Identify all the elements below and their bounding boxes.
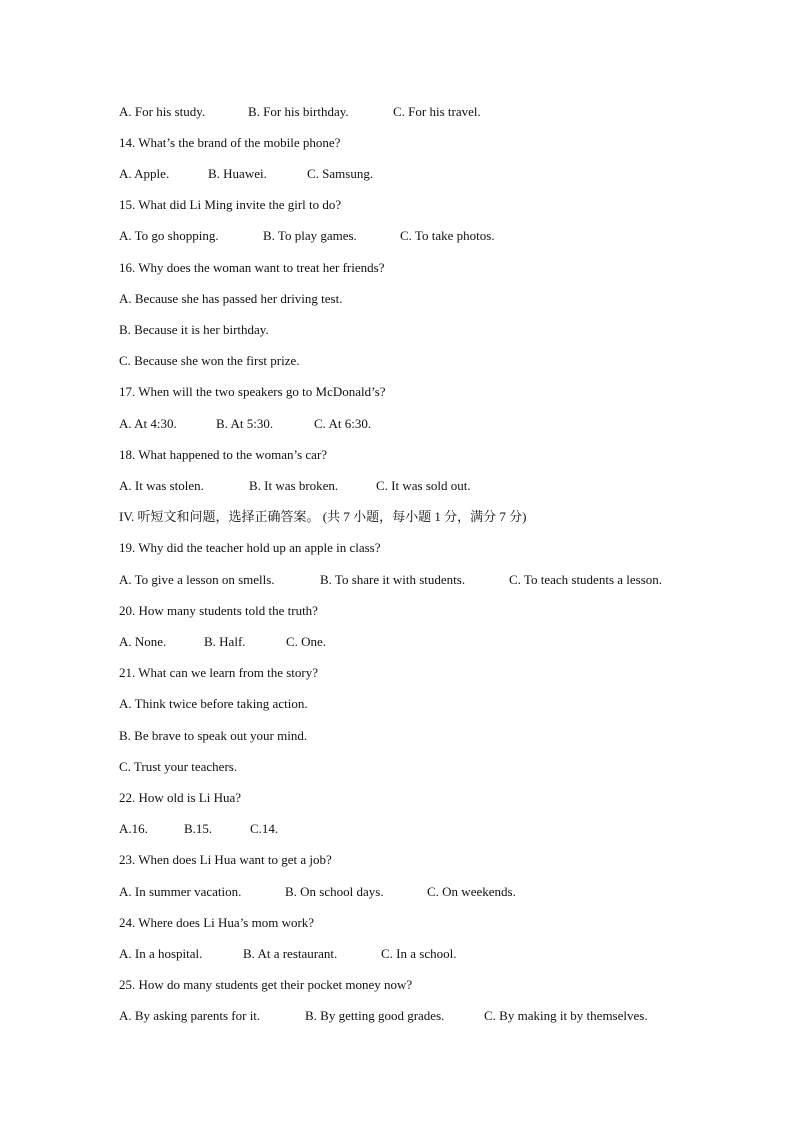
answer-option: B. Be brave to speak out your mind. [119, 728, 308, 743]
section-heading: IV. 听短文和问题，选择正确答案。 (共 7 小题，每小题 1 分，满分 7 分) [119, 509, 527, 524]
answer-option: C. Samsung. [307, 166, 374, 181]
answer-option: C. Because she won the first prize. [119, 353, 300, 368]
answer-option: B. Huawei. [208, 166, 267, 181]
question-text: 21. What can we learn from the story? [119, 665, 319, 680]
answer-option: C. It was sold out. [376, 478, 471, 493]
question-text: 17. When will the two speakers go to McDonald’s? [119, 384, 386, 399]
answer-options-row [119, 478, 739, 494]
answer-option: A. Because she has passed her driving test. [119, 291, 343, 306]
question-text: 20. How many students told the truth? [119, 603, 318, 618]
question-text: 22. How old is Li Hua? [119, 790, 242, 805]
answer-option: A. To give a lesson on smells. [119, 572, 275, 587]
answer-options-row [119, 416, 739, 432]
answer-option: C. One. [286, 634, 327, 649]
answer-options-row [119, 572, 739, 588]
answer-option: C. At 6:30. [314, 416, 372, 431]
question-text: 24. Where does Li Hua’s mom work? [119, 915, 315, 930]
answer-option: B.15. [184, 821, 213, 836]
question-text: 19. Why did the teacher hold up an apple in class? [119, 540, 381, 555]
answer-options-row [119, 821, 739, 837]
answer-option: C. For his travel. [393, 104, 481, 119]
answer-options-row [119, 166, 739, 182]
answer-option: C. In a school. [381, 946, 457, 961]
answer-option: B. It was broken. [249, 478, 339, 493]
question-text: 15. What did Li Ming invite the girl to do? [119, 197, 342, 212]
answer-options-row [119, 228, 739, 244]
answer-option: A. In a hospital. [119, 946, 203, 961]
answer-option: B. For his birthday. [248, 104, 349, 119]
answer-option: A. In summer vacation. [119, 884, 242, 899]
answer-option: B. On school days. [285, 884, 384, 899]
question-text: 14. What’s the brand of the mobile phone? [119, 135, 341, 150]
answer-option: C.14. [250, 821, 279, 836]
answer-option: A. At 4:30. [119, 416, 177, 431]
question-text: 16. Why does the woman want to treat her friends? [119, 260, 385, 275]
answer-options-row [119, 104, 739, 120]
answer-option: A. None. [119, 634, 167, 649]
answer-option: C. Trust your teachers. [119, 759, 238, 774]
answer-option: B. At a restaurant. [243, 946, 338, 961]
answer-option: B. To share it with students. [320, 572, 466, 587]
question-text: 18. What happened to the woman’s car? [119, 447, 328, 462]
answer-option: A.16. [119, 821, 148, 836]
answer-options-row [119, 946, 739, 962]
answer-options-row [119, 884, 739, 900]
question-text: 25. How do many students get their pocket money now? [119, 977, 413, 992]
answer-option: A. It was stolen. [119, 478, 204, 493]
answer-options-row [119, 634, 739, 650]
answer-option: A. For his study. [119, 104, 206, 119]
answer-option: C. To take photos. [400, 228, 495, 243]
answer-option: C. On weekends. [427, 884, 516, 899]
answer-option: B. Because it is her birthday. [119, 322, 269, 337]
answer-option: C. By making it by themselves. [484, 1008, 648, 1023]
answer-option: C. To teach students a lesson. [509, 572, 663, 587]
answer-option: B. At 5:30. [216, 416, 274, 431]
answer-option: A. To go shopping. [119, 228, 219, 243]
answer-options-row [119, 1008, 739, 1024]
answer-option: B. To play games. [263, 228, 357, 243]
answer-option: B. Half. [204, 634, 246, 649]
answer-option: B. By getting good grades. [305, 1008, 445, 1023]
answer-option: A. Think twice before taking action. [119, 696, 308, 711]
question-text: 23. When does Li Hua want to get a job? [119, 852, 332, 867]
answer-option: A. By asking parents for it. [119, 1008, 261, 1023]
answer-option: A. Apple. [119, 166, 170, 181]
